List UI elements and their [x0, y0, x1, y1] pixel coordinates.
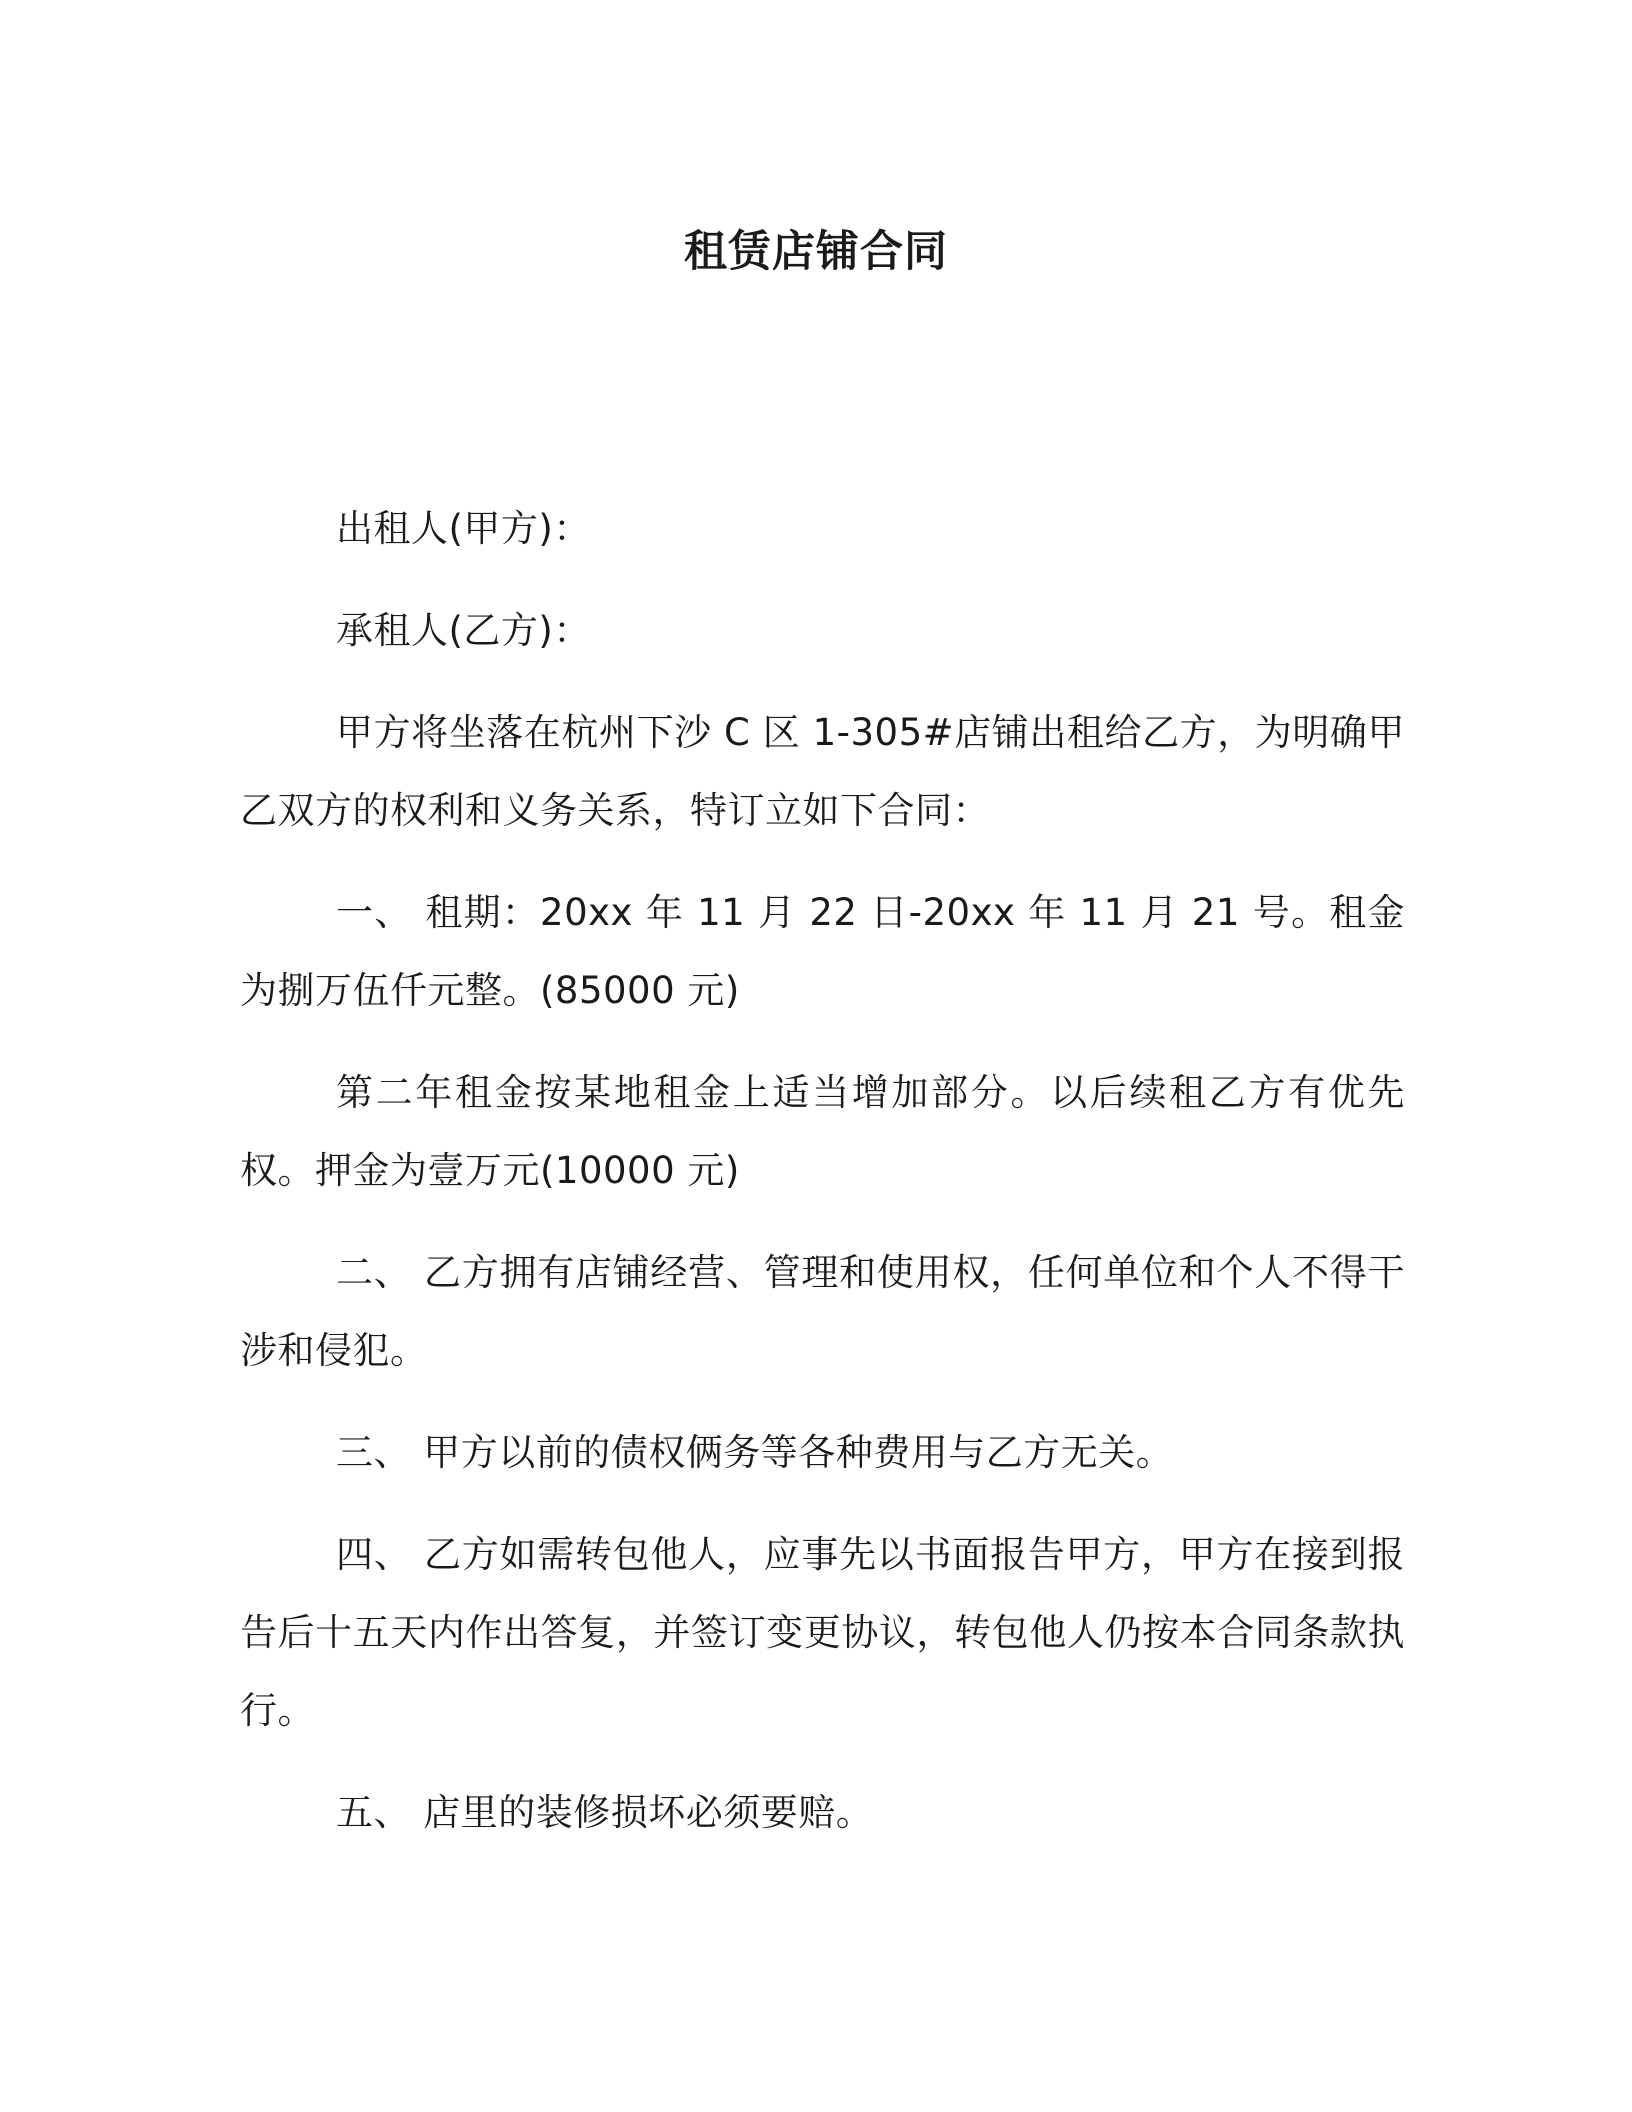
clause-1-lease-term: 一、 租期：20xx 年 11 月 22 日-20xx 年 11 月 21 号。租金为捌万伍仟元整。(85000 元)	[240, 891, 1405, 1012]
clause-1-rent-deposit: 第二年租金按某地租金上适当增加部分。以后续租乙方有优先权。押金为壹万元(10000 元)	[240, 1071, 1405, 1192]
clause-4-sublease: 四、 乙方如需转包他人，应事先以书面报告甲方，甲方在接到报告后十五天内作出答复，并签订变更协议，转包他人仍按本合同条款执行。	[240, 1533, 1405, 1732]
lessee-line: 承租人(乙方)：	[336, 609, 591, 652]
lessor-line: 出租人(甲方)：	[336, 507, 591, 550]
clause-2-rights: 二、 乙方拥有店铺经营、管理和使用权，任何单位和个人不得干涉和侵犯。	[240, 1251, 1405, 1372]
clause-5-damage: 五、 店里的装修损坏必须要赔。	[336, 1791, 874, 1834]
contract-body	[240, 490, 1405, 1876]
intro-paragraph: 甲方将坐落在杭州下沙 C 区 1-305#店铺出租给乙方，为明确甲乙双方的权利和义务关系，特订立如下合同：	[240, 711, 1405, 832]
clause-3-debts: 三、 甲方以前的债权俩务等各种费用与乙方无关。	[336, 1431, 1174, 1474]
document-title: 租赁店铺合同	[684, 227, 948, 277]
